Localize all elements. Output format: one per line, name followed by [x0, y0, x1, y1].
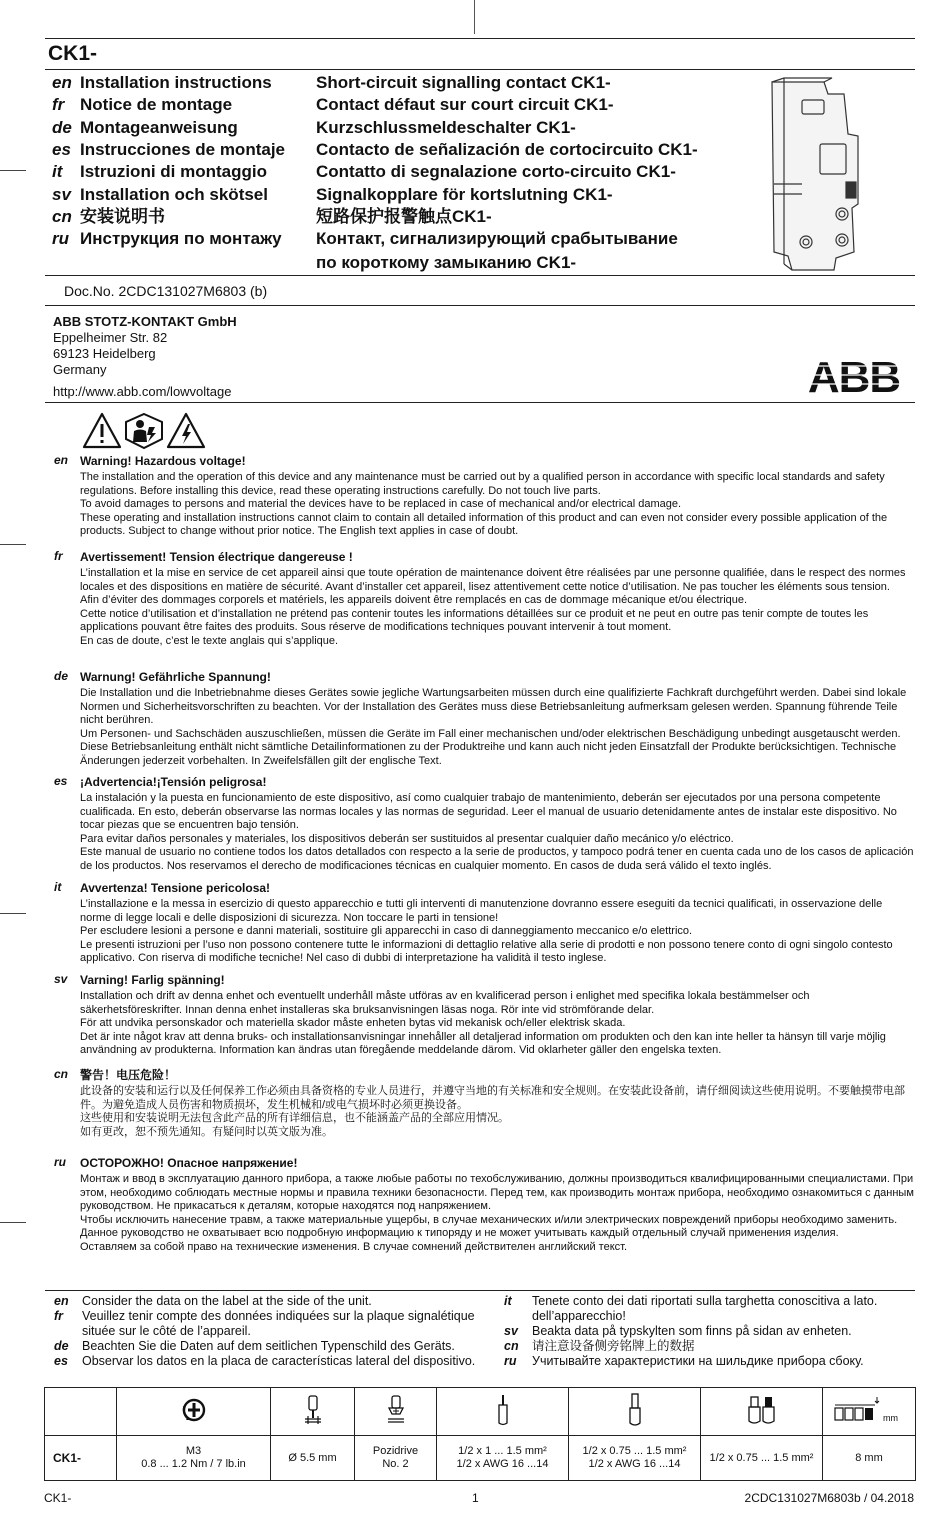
language-row-ru [52, 228, 282, 250]
spec-icon-cell [355, 1388, 437, 1436]
warning-language-code: es [54, 774, 68, 788]
note-text: Tenete conto dei dati riportati sulla targhetta conoscitiva a lato. dell’apparecchio! [532, 1294, 878, 1323]
note-language-code: sv [504, 1324, 518, 1338]
product-title-sv: Signalkopplare för kortslutning CK1- [316, 184, 613, 204]
screwdriver-pozidrive-icon [385, 1395, 407, 1425]
spec-icon-cell [823, 1388, 916, 1436]
solid-wire-icon [496, 1394, 510, 1426]
abb-logo [806, 356, 902, 396]
spec-screwdriver-size: Ø 5.5 mm [271, 1436, 355, 1481]
spec-icon-cell [437, 1388, 569, 1436]
spec-value-row [45, 1436, 916, 1481]
company-country: Germany [53, 362, 107, 377]
language-code: ru [52, 229, 69, 249]
spec-icon-cell [701, 1388, 823, 1436]
note-language-code: it [504, 1294, 512, 1308]
language-row-it [52, 161, 267, 183]
page-number: 1 [472, 1491, 479, 1505]
spec-strip-length: 8 mm [823, 1436, 916, 1481]
warning-title: ¡Advertencia!¡Tensión peligrosa! [80, 775, 267, 789]
spec-ferrule-mm: 1/2 x 0.75 ... 1.5 mm² [582, 1445, 687, 1457]
margin-tick [0, 1222, 26, 1223]
language-code: de [52, 117, 72, 137]
warning-paragraph: Die Installation und die Inbetriebnahme dieses Gerätes sowie jegliche Wartungsarbeiten müssen durch eine qualifizierte Fachkraft durchgeführt werden. Dabei sind lokale Normen und Sicherheitsvorschriften zu beachten. Vor der Installation des Gerätes muss diese Betriebsanleitung aufmerksam gelesen werden. Spannung führende Teile nicht berühren. [80, 687, 907, 726]
strip-length-unit: mm [883, 1413, 898, 1423]
note-language-code: es [54, 1354, 68, 1368]
company-rule [45, 402, 915, 403]
language-code: it [52, 162, 63, 182]
warning-triangle-icon [84, 414, 120, 447]
warning-section-en [54, 454, 914, 539]
language-row-sv [52, 184, 268, 206]
language-instruction-label: Installation instructions [80, 73, 272, 92]
note-text: Veuillez tenir compte des données indiquées sur la plaque signalétique située sur le côté de l’appareil. [82, 1309, 475, 1338]
spec-ferrule-wire [569, 1436, 701, 1481]
warning-language-code: sv [54, 972, 68, 986]
company-street: Eppelheimer Str. 82 [53, 330, 168, 345]
spec-pozidrive-type: Pozidrive [372, 1445, 419, 1457]
company-name: ABB STOTZ-KONTAKT GmbH [53, 314, 237, 329]
product-title-fr: Contact défaut sur court circuit CK1- [316, 95, 614, 115]
language-code: en [52, 73, 72, 92]
warning-paragraph: Чтобы исключить нанесение травм, а также материальные ущербы, в случае механических и/или электрических повреждений приборы необходимо заменить. [80, 1213, 898, 1226]
spec-corner-cell [45, 1388, 117, 1436]
language-instruction-label: 安装说明书 [80, 206, 165, 226]
spec-row-label: CK1- [45, 1436, 117, 1481]
note-language-code: cn [504, 1339, 519, 1353]
language-instruction-label: Instrucciones de montaje [80, 139, 285, 159]
label-note-cn [504, 1339, 904, 1354]
warning-paragraph: 如有更改，恕不预先通知。有疑问时以英文版为准。 [80, 1125, 333, 1138]
label-note-ru [504, 1354, 904, 1369]
warning-paragraph: Монтаж и ввод в эксплуатацию данного прибора, а также любые работы по техобслуживанию, должны производиться квалифицированными специалистами. При этом, необходимо соблюдать местные нормы и правила техники безопасности. Перед тем, как производить монтаж прибора, необходимо ознакомиться с данным руководством. Не прикасаться к деталям, которые находятся под напряжением. [80, 1173, 914, 1212]
spec-icon-row [45, 1388, 916, 1436]
label-note-de [54, 1339, 494, 1354]
spec-pozidrive-number: No. 2 [382, 1458, 409, 1470]
note-text: 请注意设备侧旁铭牌上的数据 [532, 1339, 695, 1353]
margin-tick [0, 544, 26, 545]
warning-title: Warnung! Gefährliche Spannung! [80, 670, 271, 684]
warning-title: Avvertenza! Tensione pericolosa! [80, 881, 271, 895]
warning-title: Avertissement! Tension électrique dangereuse ! [80, 550, 353, 564]
language-code: fr [52, 95, 65, 115]
spec-icon-cell [271, 1388, 355, 1436]
document-number: Doc.No. 2CDC131027M6803 (b) [64, 283, 268, 299]
warning-section-sv [54, 973, 914, 1058]
language-instruction-label: Montageanweisung [80, 117, 238, 137]
spec-solid-wire [437, 1436, 569, 1481]
language-row-en [52, 72, 272, 94]
spec-twin-ferrule: 1/2 x 0.75 ... 1.5 mm² [701, 1436, 823, 1481]
footer-right: 2CDC131027M6803b / 04.2018 [744, 1491, 914, 1505]
label-note-fr [54, 1309, 494, 1339]
warning-title: Varning! Farlig spänning! [80, 973, 225, 987]
warnings-rule [45, 1290, 915, 1291]
spec-torque-value: 0.8 ... 1.2 Nm / 7 lb.in [141, 1458, 246, 1470]
note-language-code: en [54, 1294, 69, 1308]
torque-screw-icon [181, 1397, 207, 1423]
twin-ferrule-icon [748, 1395, 776, 1425]
docno-rule [45, 305, 915, 306]
warning-language-code: it [54, 880, 62, 894]
qualified-person-icon [126, 414, 162, 448]
product-title-ru: Контакт, сигнализирующий срабытывание [316, 229, 678, 249]
spec-ferrule-awg: 1/2 x AWG 16 ...14 [588, 1458, 681, 1470]
note-language-code: ru [504, 1354, 517, 1368]
header-bottom-rule [45, 275, 915, 276]
product-title-de: Kurzschlussmeldeschalter CK1- [316, 117, 576, 137]
note-text: Observar los datos en la placa de características lateral del dispositivo. [82, 1354, 476, 1368]
product-illustration [762, 74, 866, 274]
spec-icon-cell [569, 1388, 701, 1436]
warning-section-de [54, 670, 914, 768]
warning-paragraph: Det är inte något krav att denna bruks- och installationsanvisningar innehåller all detaljerad information om produkten och den kan inte heller ta hänsyn till varje möjlig användning av produkterna. Information kan ändras utan föregående meddelande därom. Vid oklarheter gäller den engelska texten. [80, 1030, 886, 1056]
label-note-it [504, 1294, 904, 1324]
warning-paragraph: Per escludere lesioni a persone e danni materiali, sostituire gli apparecchi in caso di danneggiamento meccanico e/o elettrico. [80, 925, 693, 937]
warning-paragraph: Данное руководство не охватывает всю подробную информацию к типоряду и не может учитывать каждый отдельный случай применения изделия. [80, 1227, 839, 1239]
note-language-code: fr [54, 1309, 64, 1323]
warning-paragraph: Este manual de usuario no contiene todos los datos detallados con respecto a la serie de productos, y tampoco podrá tener en cuenta cada uno de los casos de aplicación de los productos. Nos reservamos el derecho de modificaciones técnicas en cualquier momento. En casos de duda será válido el texto inglés. [80, 846, 914, 872]
safety-icons [82, 411, 206, 451]
label-notes-left [54, 1294, 494, 1369]
warning-section-es [54, 775, 914, 873]
spec-icon-cell [117, 1388, 271, 1436]
high-voltage-icon [168, 414, 204, 447]
warning-paragraph: För att undvika personskador och materiella skador måste enheten bytas vid mekanisk och/eller elektrisk skada. [80, 1017, 626, 1029]
warning-paragraph: Cette notice d’utilisation et d’installation ne prétend pas contenir toutes les informations détaillées sur ce produit et ne peut en outre pas tenir compte de toutes les applications pouvant être faites des produits. Sous réserve de modifications techniques pouvant intervenir à tout moment. [80, 607, 869, 633]
note-text: Beakta data på typskylten som finns på sidan av enheten. [532, 1324, 852, 1338]
warning-language-code: ru [54, 1155, 66, 1169]
warning-title: Warning! Hazardous voltage! [80, 454, 246, 468]
abb-logo-text: ABB [807, 356, 901, 396]
warning-paragraph: To avoid damages to persons and material the devices have to be replaced in case of mechanical and/or electrical damage. [80, 498, 682, 510]
header-rule [45, 69, 915, 70]
language-row-fr [52, 94, 232, 116]
document-title: CK1- [48, 42, 98, 65]
warning-paragraph: Um Personen- und Sachschäden auszuschließen, müssen die Geräte im Fall einer mechanischen und/oder elektrischen Beschädigung unbedingt ausgetauscht werden. Diese Betriebsanleitung enthält nicht sämtliche Detailinformationen zu der Produktreihe und kann auch nicht jeden Einsatzfall der Produkte berücksichtigen. Technische Änderungen jederzeit vorbehalten. In Zweifelsfällen gilt der englische Text. [80, 727, 901, 767]
warning-paragraph: En cas de doute, c’est le texte anglais qui s’applique. [80, 634, 339, 647]
warning-paragraph: Afin d’éviter des dommages corporels et matériels, les appareils doivent être remplacés en cas de dommage mécanique et/ou électrique. [80, 594, 748, 606]
label-note-es [54, 1354, 494, 1369]
warning-paragraph: La instalación y la puesta en funcionamiento de este dispositivo, así como cualquier trabajo de mantenimiento, deberán ser ejecutados por una persona competente cualificada. En esto, deberán observarse las normas locales y las normas de seguridad. Leer el manual de usuario detenidamente antes de instalar este dispositivo. No tocar piezas que se encuentren bajo tensión. [80, 792, 897, 831]
spec-solid-awg: 1/2 x AWG 16 ...14 [456, 1458, 549, 1470]
spec-solid-mm: 1/2 x 1 ... 1.5 mm² [458, 1445, 547, 1457]
language-instruction-label: Istruzioni di montaggio [80, 162, 267, 182]
product-title-line: по короткому замыканию CK1- [316, 253, 577, 272]
warning-language-code: fr [54, 549, 63, 563]
company-url[interactable]: http://www.abb.com/lowvoltage [53, 384, 232, 399]
ferrule-wire-icon [628, 1393, 642, 1427]
spec-torque-thread: M3 [185, 1445, 202, 1457]
language-instruction-label: Installation och skötsel [80, 184, 268, 204]
warning-language-code: de [54, 669, 69, 683]
spec-torque [117, 1436, 271, 1481]
product-title-cn: 短路保护报警触点CK1- [316, 206, 492, 226]
spec-pozidrive [355, 1436, 437, 1481]
label-note-en [54, 1294, 494, 1309]
language-row-es [52, 139, 285, 161]
warning-paragraph: The installation and the operation of this device and any maintenance must be carried out by a qualified person in accordance with specific local standards and safety regulations. Before installing this device, read these operating instructions carefully. Do not touch live parts. [80, 471, 885, 497]
language-instruction-label: Notice de montage [80, 95, 233, 115]
product-title-it: Contatto di segnalazione corto-circuito CK1- [316, 162, 676, 182]
product-title-en: Short-circuit signalling contact CK1- [316, 73, 611, 92]
warning-paragraph: These operating and installation instructions cannot claim to contain all detailed information of this product and can even not consider every possible application of the products. Subject to change without prior notice. The English text applies in case of doubt. [80, 511, 888, 537]
language-row-de [52, 117, 238, 139]
company-city: 69123 Heidelberg [53, 346, 156, 361]
warning-title: ОСТОРОЖНО! Опасное напряжение! [80, 1156, 298, 1170]
screwdriver-flat-icon [302, 1395, 324, 1425]
warning-paragraph: Installation och drift av denna enhet och eventuellt underhåll måste utföras av en kvalificerad person i enlighet med specifika lokala bestämmelser och säkerhetsföreskrifter. Innan denna enhet installeras ska bruksanvisningen läsas noga. Rör inte vid strömförande delar. [80, 990, 810, 1016]
language-row-cn [52, 206, 165, 228]
warning-paragraph: 这些使用和安装说明无法包含此产品的所有详细信息，也不能涵盖产品的全部应用情况。 [80, 1112, 509, 1124]
warning-language-code: en [54, 453, 69, 467]
warning-section-fr [54, 550, 914, 648]
note-text: Beachten Sie die Daten auf dem seitlichen Typenschild des Geräts. [82, 1339, 455, 1353]
warning-paragraph: Le presenti istruzioni per l’uso non possono contenere tutte le informazioni di dettaglio relative alla serie di prodotti e non possono tenere conto di ogni singolo contesto applicativo. Con riserva di modifiche tecniche! Nel caso di dubbi di interpretazione ha validità il testo inglese. [80, 938, 893, 964]
warning-paragraph: Para evitar daños personales y materiales, los dispositivos deberán ser sustituidos al presentar cualquier daño mecánico y/o eléctrico. [80, 832, 734, 845]
fold-mark-top [474, 0, 475, 34]
language-code: sv [52, 184, 71, 204]
note-text: Consider the data on the label at the side of the unit. [82, 1294, 372, 1308]
margin-tick [0, 170, 26, 171]
warning-section-it [54, 881, 914, 966]
warning-paragraph: Оставляем за собой право на технические изменения. В случае сомнений действителен английский текст. [80, 1240, 628, 1253]
warning-paragraph: 此设备的安装和运行以及任何保养工作必须由具备资格的专业人员进行，并遵守当地的有关标准和安全规则。在安装此设备前，请仔细阅读这些使用说明。不要触摸带电部件。为避免造成人员伤害和物质损坏，发生机械和/或电气损坏时必须更换设备。 [80, 1085, 905, 1111]
language-code: cn [52, 206, 72, 226]
header-top-rule [45, 38, 915, 39]
language-code: es [52, 139, 71, 159]
warning-paragraph: L’installazione e la messa in esercizio di questo apparecchio e tutti gli interventi di manutenzione dovranno essere eseguiti da tecnici qualificati, in osservazione delle norme di legge locali e delle disposizioni di sicurezza. Non toccare le parti in tensione! [80, 898, 883, 924]
note-language-code: de [54, 1339, 69, 1353]
warning-paragraph: L’installation et la mise en service de cet appareil ainsi que toute opération de maintenance doivent être réalisées par une personne qualifiée, dans le respect des normes locales et des dispositions en matière de sécurité. Avant d’installer cet appareil, lisez attentivement cette notice d’utilisation. Ne pas toucher les éléments sous tension. [80, 567, 906, 593]
warning-section-ru [54, 1156, 914, 1254]
margin-tick [0, 913, 26, 914]
language-instruction-label: Инструкция по монтажу [80, 229, 282, 249]
warning-section-cn [54, 1068, 914, 1139]
warning-title: 警告！电压危险！ [80, 1068, 177, 1082]
label-note-sv [504, 1324, 904, 1339]
note-text: Учитывайте характеристики на шильдике прибора сбоку. [532, 1354, 864, 1368]
warning-language-code: cn [54, 1067, 69, 1081]
connection-spec-table [44, 1387, 916, 1481]
label-notes-right [504, 1294, 904, 1369]
product-title-es: Contacto de señalización de cortocircuito CK1- [316, 139, 698, 159]
footer-left: CK1- [44, 1491, 72, 1505]
strip-length-icon [833, 1395, 905, 1425]
